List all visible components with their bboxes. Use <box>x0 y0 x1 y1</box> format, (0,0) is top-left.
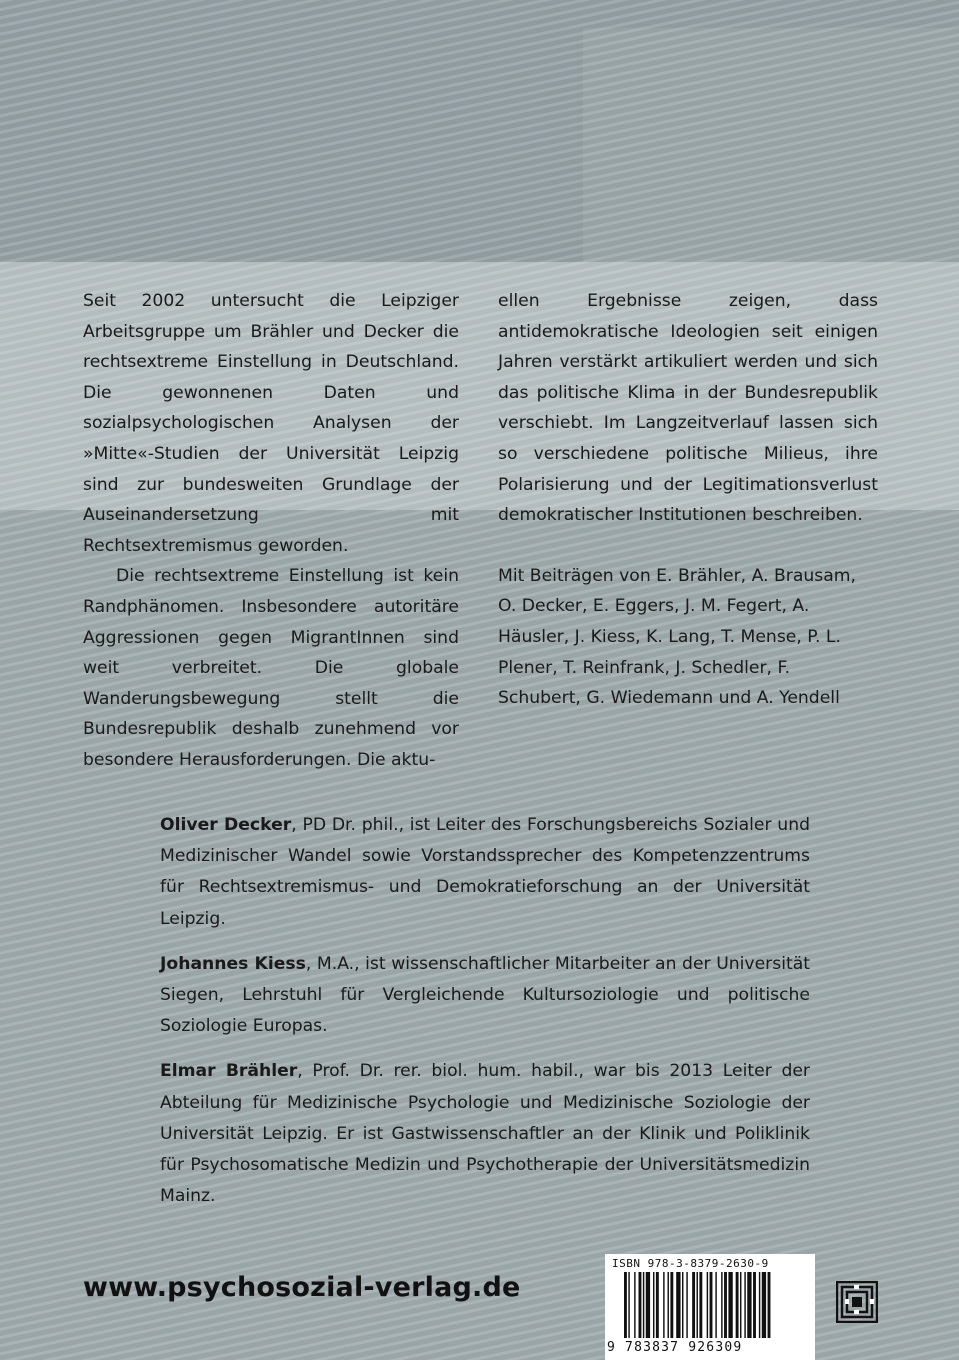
bio-braehler <box>160 1056 810 1212</box>
barcode-bar <box>728 1272 732 1338</box>
bio-decker <box>160 810 810 935</box>
intro-column-left <box>83 286 459 776</box>
contributors: Mit Beiträgen von E. Brähler, A. Brausam, O. Decker, E. Eggers, J. M. Fegert, A. Häusler, J. Kiess, K. Lang, T. Mense, P. L. Plener, T. Reinfrank, J. Schedler, F. Schubert, G. Wiedemann und A. Yendell <box>498 565 856 709</box>
barcode-bar <box>624 1272 627 1338</box>
bio-name: Johannes Kiess <box>160 953 306 974</box>
intro-paragraph-1: Seit 2002 untersucht die Leipziger Arbeitsgruppe um Brähler und Decker die rechtsextreme Einstellung in Deutschland. Die gewonnenen Daten und sozialpsychologischen Analysen der »Mitte«-Studien der Universität Leipzig sind zur bundesweiten Grundlage der Auseinandersetzung mit Rechtsextremismus geworden. <box>83 291 459 556</box>
barcode-bar <box>697 1272 698 1338</box>
barcode-bar <box>682 1272 683 1338</box>
barcode-bar <box>710 1272 713 1338</box>
decor-panel <box>583 28 959 262</box>
barcode-bar <box>670 1272 673 1338</box>
maze-logo-icon <box>836 1281 878 1323</box>
barcode-bar <box>628 1272 629 1338</box>
barcode-bar <box>676 1272 680 1338</box>
barcode-bar <box>668 1272 669 1338</box>
author-bios <box>160 810 810 1226</box>
bio-name: Elmar Brähler <box>160 1061 298 1082</box>
barcode-bar <box>740 1272 741 1338</box>
barcode-bar <box>724 1272 727 1338</box>
intro-paragraph-3: ellen Ergebnisse zeigen, dass antidemokratische Ideologien seit einigen Jahren verstärkt artikuliert werden und sich das politische Klima in der Bundesrepublik verschiebt. Im Langzeitverlauf lassen sich so verschiedene politische Milieus, ihre Polarisierung und der Legitimationsverlust demokratischer Institutionen beschreiben. <box>498 291 878 526</box>
barcode-bar <box>721 1272 722 1338</box>
barcode-bar <box>768 1272 771 1338</box>
barcode-bar <box>643 1272 644 1338</box>
intro-paragraph-2: Die rechtsextreme Einstellung ist kein Randphänomen. Insbesondere autoritäre Aggressionen gegen MigrantInnen sind weit verbreitet. Die globale Wanderungsbewegung stellt die Bundesrepublik deshalb zunehmend vor besondere Herausforderungen. Die aktu- <box>83 566 459 770</box>
bio-text: , M.A., ist wissenschaftlicher Mitarbeiter an der Universität Siegen, Lehrstuhl für Vergleichende Kultursoziologie und politische Soziologie Europas. <box>160 953 810 1037</box>
barcode-bar <box>747 1272 751 1338</box>
barcode-bar <box>699 1272 702 1338</box>
barcode-bar <box>646 1272 650 1338</box>
barcode-bar <box>753 1272 756 1338</box>
barcode-bar <box>653 1272 654 1338</box>
barcode-bar <box>686 1272 687 1338</box>
bio-text: , Prof. Dr. rer. biol. hum. habil., war bis 2013 Leiter der Abteilung für Medizinische Psychologie und Medizinische Soziologie der Universität Leipzig. Er ist Gastwissenschaftler an der Klinik und Poliklinik für Psychosomatische Medizin und Psychotherapie der Universitätsmedizin Mainz. <box>160 1061 810 1207</box>
barcode-bar <box>634 1272 635 1338</box>
barcode-bar <box>744 1272 745 1338</box>
isbn-label: ISBN 978-3-8379-2630-9 <box>612 1257 769 1270</box>
intro-column-right <box>498 286 878 714</box>
barcode-bar <box>692 1272 695 1338</box>
barcode-bar <box>715 1272 716 1338</box>
bio-text: , PD Dr. phil., ist Leiter des Forschungsbereichs Sozialer und Medizinischer Wandel sowie Vorstandssprecher des Kompetenzzentrums für Rechtsextremismus- und Demokratieforschung an der Universität Leipzig. <box>160 815 810 929</box>
publisher-website[interactable]: www.psychosozial-verlag.de <box>83 1272 521 1303</box>
bio-name: Oliver Decker <box>160 815 292 835</box>
barcode-icon <box>624 1272 804 1338</box>
barcode-bar <box>656 1272 659 1338</box>
barcode-bar <box>762 1272 766 1338</box>
bio-kiess <box>160 949 810 1043</box>
ean-digits: 9 783837 926309 <box>607 1340 743 1355</box>
barcode-bar <box>759 1272 760 1338</box>
barcode-bar <box>707 1272 708 1338</box>
barcode-bar <box>639 1272 642 1338</box>
barcode-bar <box>663 1272 664 1338</box>
barcode-bar <box>736 1272 739 1338</box>
